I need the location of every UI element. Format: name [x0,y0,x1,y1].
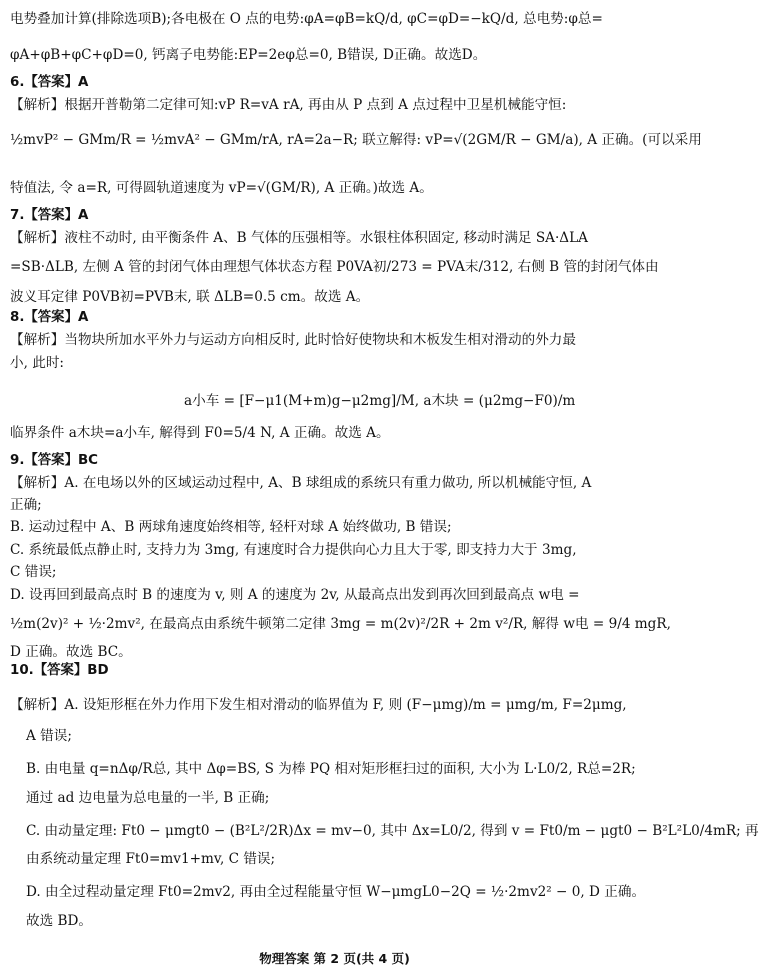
text-line: 【解析】根据开普勒第二定律可知:vP R=vA rA, 再由从 P 点到 A 点过程中卫星机械能守恒: [10,97,567,113]
answer-heading-8: 8.【答案】A [10,310,89,325]
formula-line: B. 由电量 q=nΔφ/R总, 其中 Δφ=BS, S 为棒 PQ 相对矩形框扫过的面积, 大小为 L·L0/2, R总=2R; [26,761,636,777]
text-line: 波义耳定律 P0VB初=PVB末, 联 ΔLB=0.5 cm。故选 A。 [10,289,370,305]
text-line: B. 运动过程中 A、B 两球角速度始终相等, 轻杆对球 A 始终做功, B 错误; [10,519,452,535]
text-line: 由系统动量定理 Ft0=mv1+mv, C 错误; [26,851,276,867]
text-line: C. 系统最低点静止时, 支持力为 3mg, 有速度时合力提供向心力且大于零, 即支持力大于 3mg, [10,542,577,558]
formula-line: D. 由全过程动量定理 Ft0=2mv2, 再由全过程能量守恒 W−μmgL0−2Q = ½·2mv2² − 0, D 正确。 [26,884,646,900]
formula-line: C. 由动量定理: Ft0 − μmgt0 − (B²L²/2R)Δx = mv−0, 其中 Δx=L0/2, 得到 v = Ft0/m − μgt0 − B²L²L0/4mR; 再 [26,823,759,839]
formula-line: =SB·ΔLB, 左侧 A 管的封闭气体由理想气体状态方程 P0VA初/273 = PVA末/312, 右侧 B 管的封闭气体由 [10,259,659,275]
formula-line: 【解析】A. 设矩形框在外力作用下发生相对滑动的临界值为 F, 则 (F−μmg)/m = μmg/m, F=2μmg, [10,697,627,713]
text-line: 电势叠加计算(排除选项B);各电极在 O 点的电势:φA=φB=kQ/d, φC=φD=−kQ/d, 总电势:φ总= [10,11,603,27]
answer-heading-9: 9.【答案】BC [10,453,98,468]
text-line: 故选 BD。 [26,913,92,929]
text-line: 小, 此时: [10,355,65,371]
text-line: 临界条件 a木块=a小车, 解得到 F0=5/4 N, A 正确。故选 A。 [10,425,390,441]
text-line: D 正确。故选 BC。 [10,644,132,660]
text-line: A 错误; [26,728,72,744]
answer-heading-10: 10.【答案】BD [10,663,109,678]
text-line: 【解析】当物块所加水平外力与运动方向相反时, 此时恰好使物块和木板发生相对滑动的外力最 [10,332,576,348]
text-line: D. 设再回到最高点时 B 的速度为 v, 则 A 的速度为 2v, 从最高点出发到再次回到最高点 w电 = [10,587,580,603]
text-line: 【解析】A. 在电场以外的区域运动过程中, A、B 球组成的系统只有重力做功, 所以机械能守恒, A [10,475,592,491]
formula-line: a小车 = [F−μ1(M+m)g−μ2mg]/M, a木块 = (μ2mg−F0)/m [184,393,576,409]
answer-heading-7: 7.【答案】A [10,208,89,223]
text-line: 通过 ad 边电量为总电量的一半, B 正确; [26,790,270,806]
page-footer: 物理答案 第 2 页(共 4 页) [259,951,410,966]
text-line: φA+φB+φC+φD=0, 钙离子电势能:EP=2eφ总=0, B错误, D正确。故选D。 [10,47,487,63]
formula-line: ½m(2v)² + ½·2mv², 在最高点由系统牛顿第二定律 3mg = m(2v)²/2R + 2m v²/R, 解得 w电 = 9/4 mgR, [10,616,671,632]
text-line: C 错误; [10,564,57,580]
text-line: 特值法, 令 a=R, 可得圆轨道速度为 vP=√(GM/R), A 正确。)故选 A。 [10,180,433,196]
text-line: 【解析】液柱不动时, 由平衡条件 A、B 气体的压强相等。水银柱体积固定, 移动时满足 SA·ΔLA [10,230,588,246]
text-line: 正确; [10,497,42,513]
formula-line: ½mvP² − GMm/R = ½mvA² − GMm/rA, rA=2a−R; 联立解得: vP=√(2GM/R − GM/a), A 正确。(可以采用 [10,132,702,148]
answer-heading-6: 6.【答案】A [10,75,89,90]
